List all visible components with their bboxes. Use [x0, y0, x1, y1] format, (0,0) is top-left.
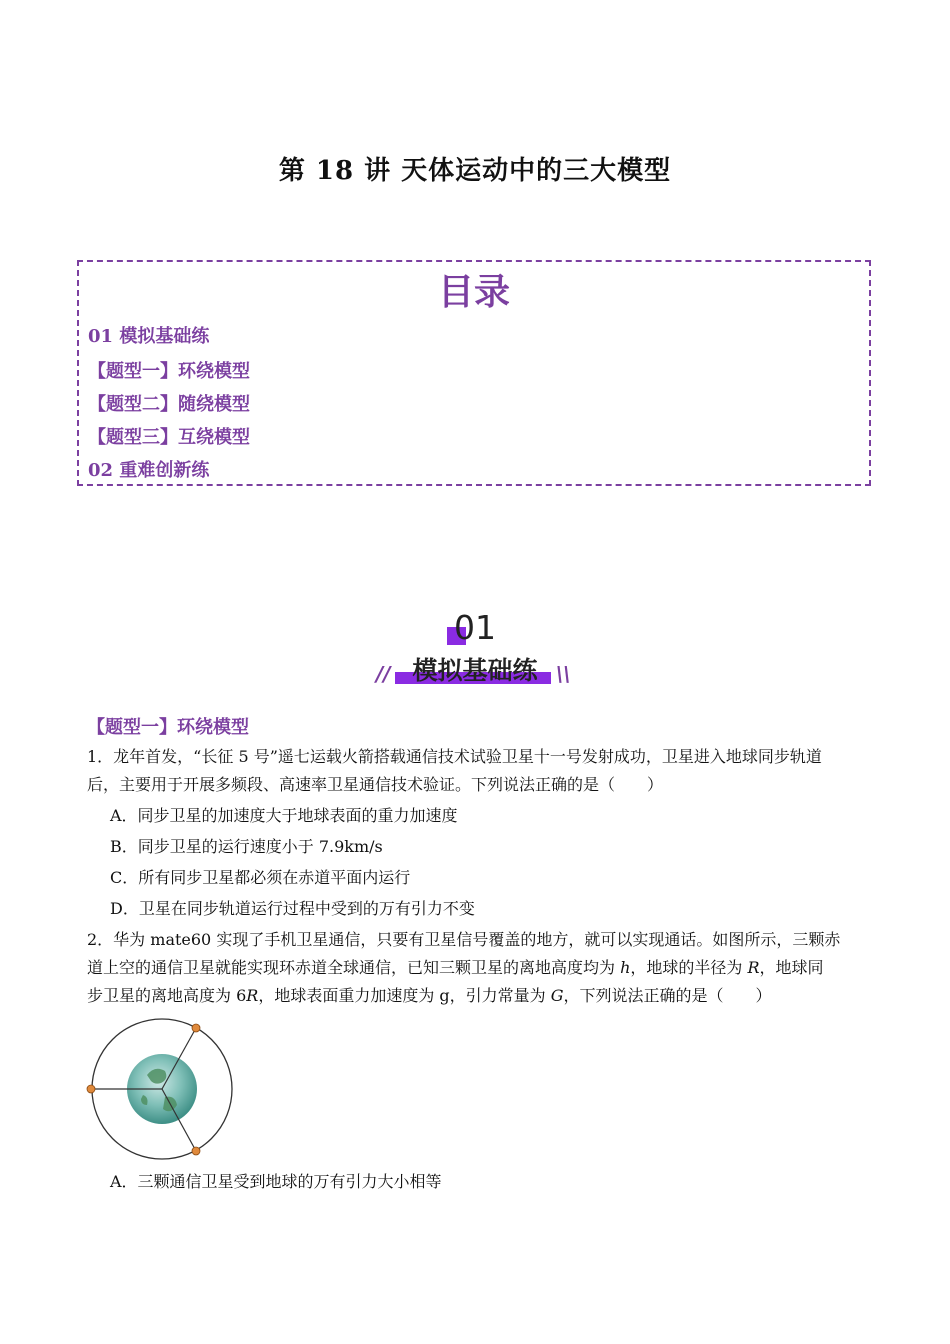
satellite-orbit-figure	[85, 1017, 240, 1162]
question-1-line-2: 后，主要用于开展多频段、高速率卫星通信技术验证。下列说法正确的是（ ）	[87, 775, 664, 794]
question-1-line-1: 1．龙年首发，“长征 5 号”遥七运载火箭搭载通信技术试验卫星十一号发射成功，卫星进入地球同步轨道	[87, 747, 822, 766]
section-left-mark: //	[376, 662, 391, 686]
question-1-stem	[87, 743, 867, 799]
satellite-icon	[192, 1024, 200, 1032]
section-right-mark: \\	[556, 662, 571, 686]
question-2-line-1: 2．华为 mate60 实现了手机卫星通信，只要有卫星信号覆盖的地方，就可以实现通话。如图所示，三颗赤	[87, 930, 841, 949]
type-heading: 【题型一】环绕模型	[87, 717, 249, 738]
section-title: 模拟基础练	[412, 656, 538, 685]
section-number: 01	[454, 608, 496, 647]
question-2-line-3: 步卫星的离地高度为 6R，地球表面重力加速度为 g，引力常量为 G，下列说法正确的是（ ）	[87, 986, 772, 1005]
page-title: 第 18 讲 天体运动中的三大模型	[278, 156, 672, 186]
satellite-icon	[192, 1147, 200, 1155]
table-of-contents	[77, 260, 871, 486]
question-1-option-c: C．所有同步卫星都必须在赤道平面内运行	[110, 868, 411, 887]
question-2-option-a: A．三颗通信卫星受到地球的万有引力大小相等	[110, 1172, 442, 1191]
question-2-line-2: 道上空的通信卫星就能实现环赤道全球通信，已知三颗卫星的离地高度均为 h，地球的半径为 R，地球同	[87, 958, 824, 977]
toc-item-type2[interactable]: 【题型二】随绕模型	[88, 394, 250, 415]
toc-heading: 目录	[437, 272, 510, 313]
question-1-option-b: B．同步卫星的运行速度小于 7.9km/s	[110, 837, 383, 856]
question-1-option-d: D．卫星在同步轨道运行过程中受到的万有引力不变	[110, 899, 475, 918]
toc-item-type1[interactable]: 【题型一】环绕模型	[88, 361, 250, 382]
satellite-icon	[87, 1085, 95, 1093]
question-2-stem	[87, 926, 867, 1010]
toc-item-basic[interactable]: 01 模拟基础练	[88, 326, 210, 347]
question-1-option-a: A．同步卫星的加速度大于地球表面的重力加速度	[110, 806, 458, 825]
toc-item-advanced[interactable]: 02 重难创新练	[88, 460, 210, 481]
toc-item-type3[interactable]: 【题型三】互绕模型	[88, 427, 250, 448]
